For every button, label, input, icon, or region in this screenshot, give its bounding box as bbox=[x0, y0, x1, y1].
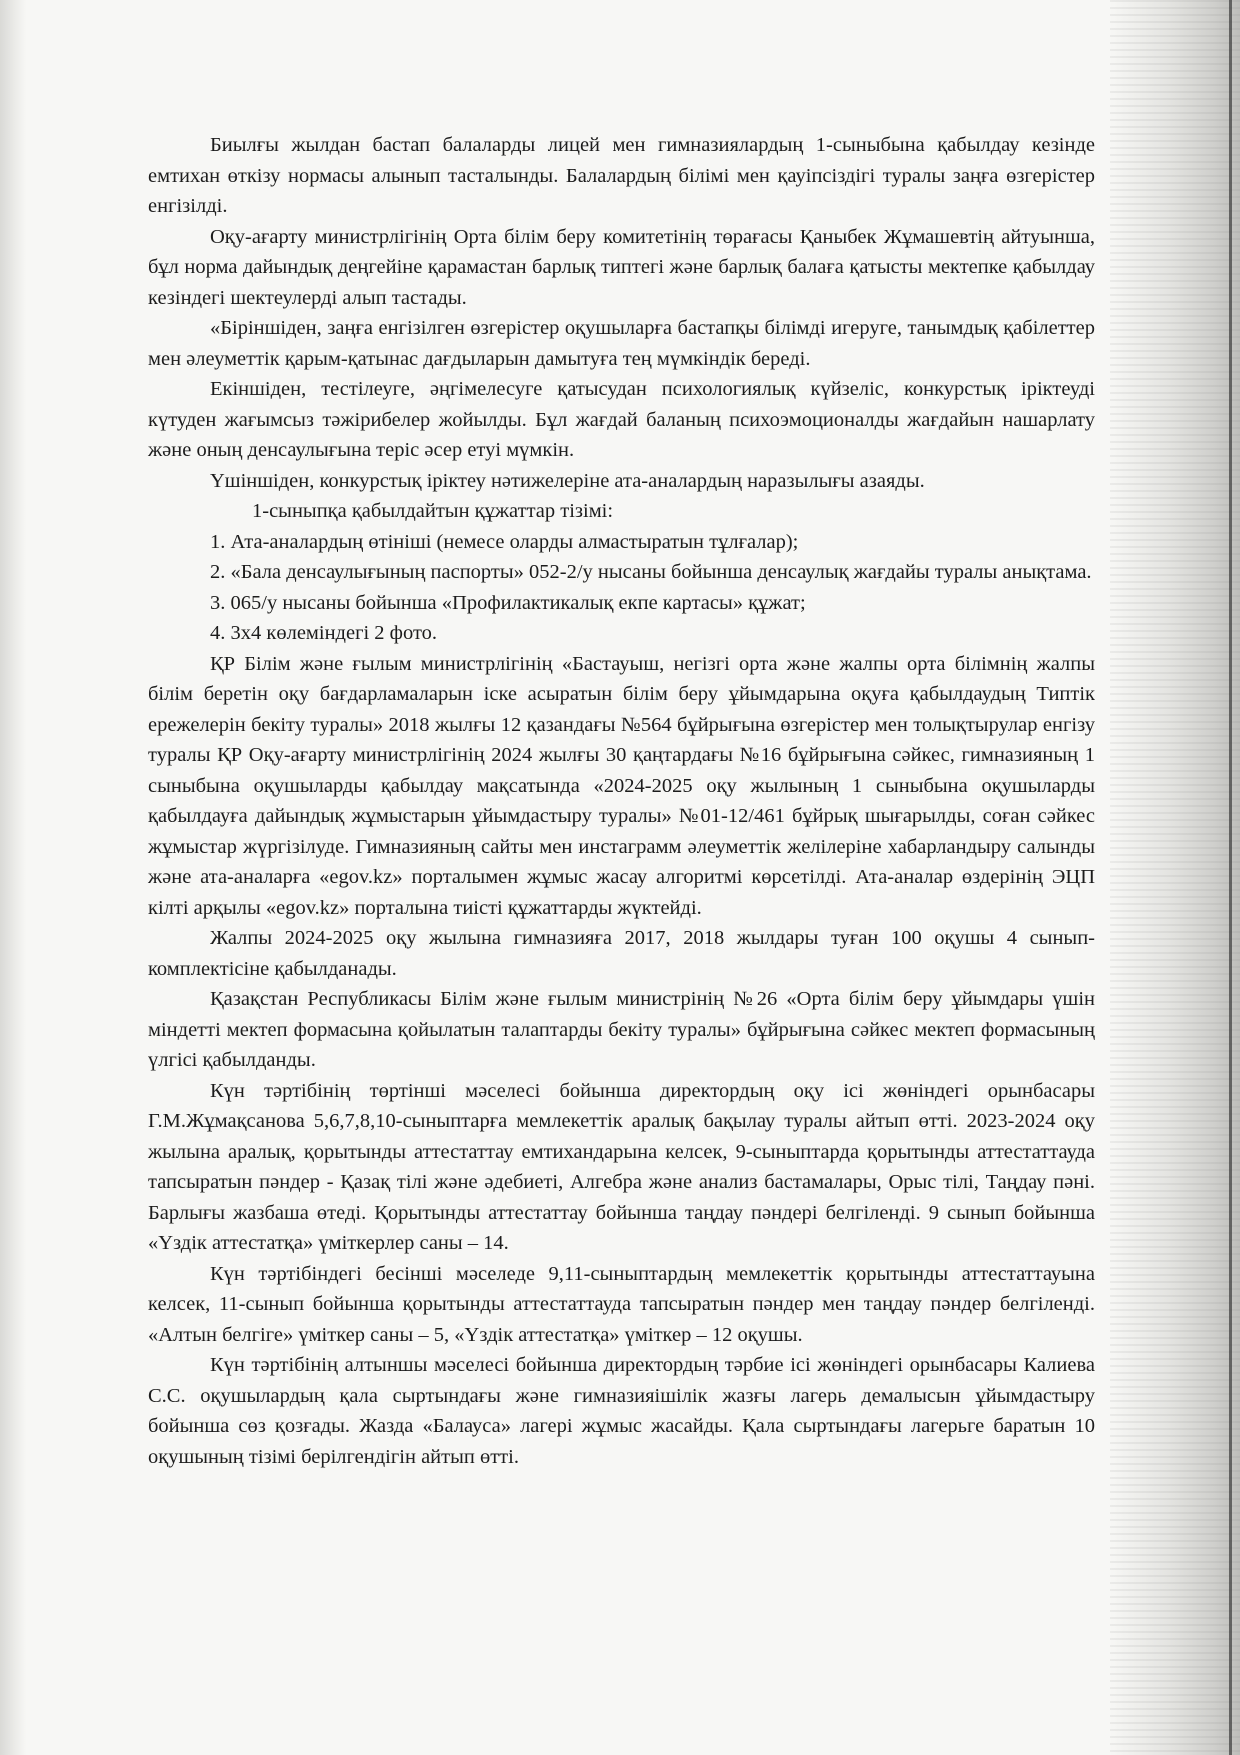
paragraph-fifth-issue: Күн тәртібіндегі бесінші мәселеде 9,11-сыныптардың мемлекеттік қорытынды аттестаттауына келсек, 11-сынып бойынша қорытынды аттестаттауда тапсыратын пәндер мен таңдау пәндер белгіленді. «Алтын белгіге» үміткер саны – 5, «Үздік аттестатқа» үміткер – 12 оқушы. bbox=[148, 1262, 1095, 1346]
paragraph-admission-count: Жалпы 2024-2025 оқу жылына гимназияға 2017, 2018 жылдары туған 100 оқушы 4 сынып-комплектісіне қабылданады. bbox=[148, 927, 1095, 980]
paragraph-second-reason: Екіншіден, тестілеуге, әңгімелесуге қатысудан психологиялық күйзеліс, конкурстық іріктеуді күтуден жағымсыз тәжірибелер жойылды. Бұл жағдай баланың психоэмоционалды жағдайын нашарлату және оның денсаулығына теріс әсер етуі мүмкін. bbox=[148, 378, 1095, 461]
scan-shadow-left bbox=[0, 0, 26, 1755]
documents-list-item: 2. «Бала денсаулығының паспорты» 052-2/у нысаны бойынша денсаулық жағдайы туралы анықтама. bbox=[210, 561, 1092, 583]
documents-list-item: 4. 3х4 көлеміндегі 2 фото. bbox=[210, 622, 438, 644]
document-page bbox=[148, 130, 1095, 1472]
scan-shadow-right bbox=[1110, 0, 1240, 1755]
paragraph-sixth-issue: Күн тәртібінің алтыншы мәселесі бойынша директордың тәрбие ісі жөніндегі орынбасары Калиева С.С. оқушылардың қала сыртындағы және гимназияішілік жазғы лагерь демалысын ұйымдастыру бойынша сөз қозғады. Жазда «Балауса» лагері жұмыс жасайды. Қала сыртындағы лагерьге баратын 10 оқушының тізімі берілгендігін айтып өтті. bbox=[148, 1354, 1095, 1468]
paragraph-ministry-order: ҚР Білім және ғылым министрлігінің «Бастауыш, негізгі орта және жалпы орта білімнің жалпы білім беретін оқу бағдарламаларын іске асыратын білім беру ұйымдарына оқуға қабылдаудың Типтік ережелерін бекіту туралы» 2018 жылғы 12 қазандағы №564 бұйрығына өзгерістер мен толықтырулар енгізу туралы ҚР Оқу-ағарту министрлігінің 2024 жылғы 30 қаңтардағы №16 бұйрығына сәйкес, гимназияның 1 сыныбына оқушыларды қабылдау мақсатында «2024-2025 оқу жылының 1 сыныбына оқушыларды қабылдауға дайындық жұмыстарын ұйымдастыру туралы» №01-12/461 бұйрық шығарылды, соған сәйкес жұмыстар жүргізілуде. Гимназияның сайты мен инстаграмм әлеуметтік желілеріне хабарландыру салынды және ата-аналарға «egov.kz» порталымен жұмыс жасау алгоритмі көрсетілді. Ата-аналар өздерінің ЭЦП кілті арқылы «egov.kz» порталына тиісті құжаттарды жүктейді. bbox=[148, 652, 1095, 919]
documents-list-item: 1. Ата-аналардың өтініші (немесе оларды алмастыратын тұлғалар); bbox=[210, 530, 799, 553]
paragraph-committee-chair: Оқу-ағарту министрлігінің Орта білім беру комитетінің төрағасы Қаныбек Жұмашевтің айтуынша, бұл норма дайындық деңгейіне қарамастан барлық типтегі және барлық балаға қатысты мектепке қабылдау кезіндегі шектеулерді алып тастады. bbox=[148, 225, 1095, 309]
paragraph-third-reason: Үшіншіден, конкурстық іріктеу нәтижелеріне ата-аналардың наразылығы азаяды. bbox=[210, 469, 925, 492]
documents-list-item: 3. 065/у нысаны бойынша «Профилактикалық екпе картасы» құжат; bbox=[210, 591, 806, 614]
paragraph-school-uniform: Қазақстан Республикасы Білім және ғылым министрінің №26 «Орта білім беру ұйымдары үшін міндетті мектеп формасына қойылатын талаптарды бекіту туралы» бұйрығына сәйкес мектеп формасының үлгісі қабылданды. bbox=[148, 988, 1095, 1071]
paragraph-exam-removal: Биылғы жылдан бастап балаларды лицей мен гимназиялардың 1-сыныбына қабылдау кезінде емтихан өткізу нормасы алынып тасталынды. Балалардың білімі мен қауіпсіздігі туралы заңға өзгерістер енгізілді. bbox=[148, 134, 1095, 217]
paragraph-fourth-issue: Күн тәртібінің төртінші мәселесі бойынша директордың оқу ісі жөніндегі орынбасары Г.М.Жұмақсанова 5,6,7,8,10-сыныптарға мемлекеттік аралық бақылау туралы айтып өтті. 2023-2024 оқу жылына аралық, қорытынды аттестаттау емтихандарына келсек, 9-сыныптарда қорытынды аттестаттауда тапсыратын пәндер - Қазақ тілі және әдебиеті, Алгебра және анализ бастамалары, Орыс тілі, Таңдау пәні. Барлығы жазбаша өтеді. Қорытынды аттестаттау бойынша таңдау пәндері белгіленді. 9 сынып бойынша «Үздік аттестатқа» үміткерлер саны – 14. bbox=[148, 1079, 1095, 1254]
documents-list-heading: 1-сыныпқа қабылдайтын құжаттар тізімі: bbox=[252, 500, 614, 522]
paragraph-first-reason: «Біріншіден, заңға енгізілген өзгерістер оқушыларға бастапқы білімді игеруге, танымдық қабілеттер мен әлеуметтік қарым-қатынас дағдыларын дамытуға тең мүмкіндік береді. bbox=[148, 317, 1095, 370]
scan-edge-line bbox=[1229, 0, 1232, 1755]
